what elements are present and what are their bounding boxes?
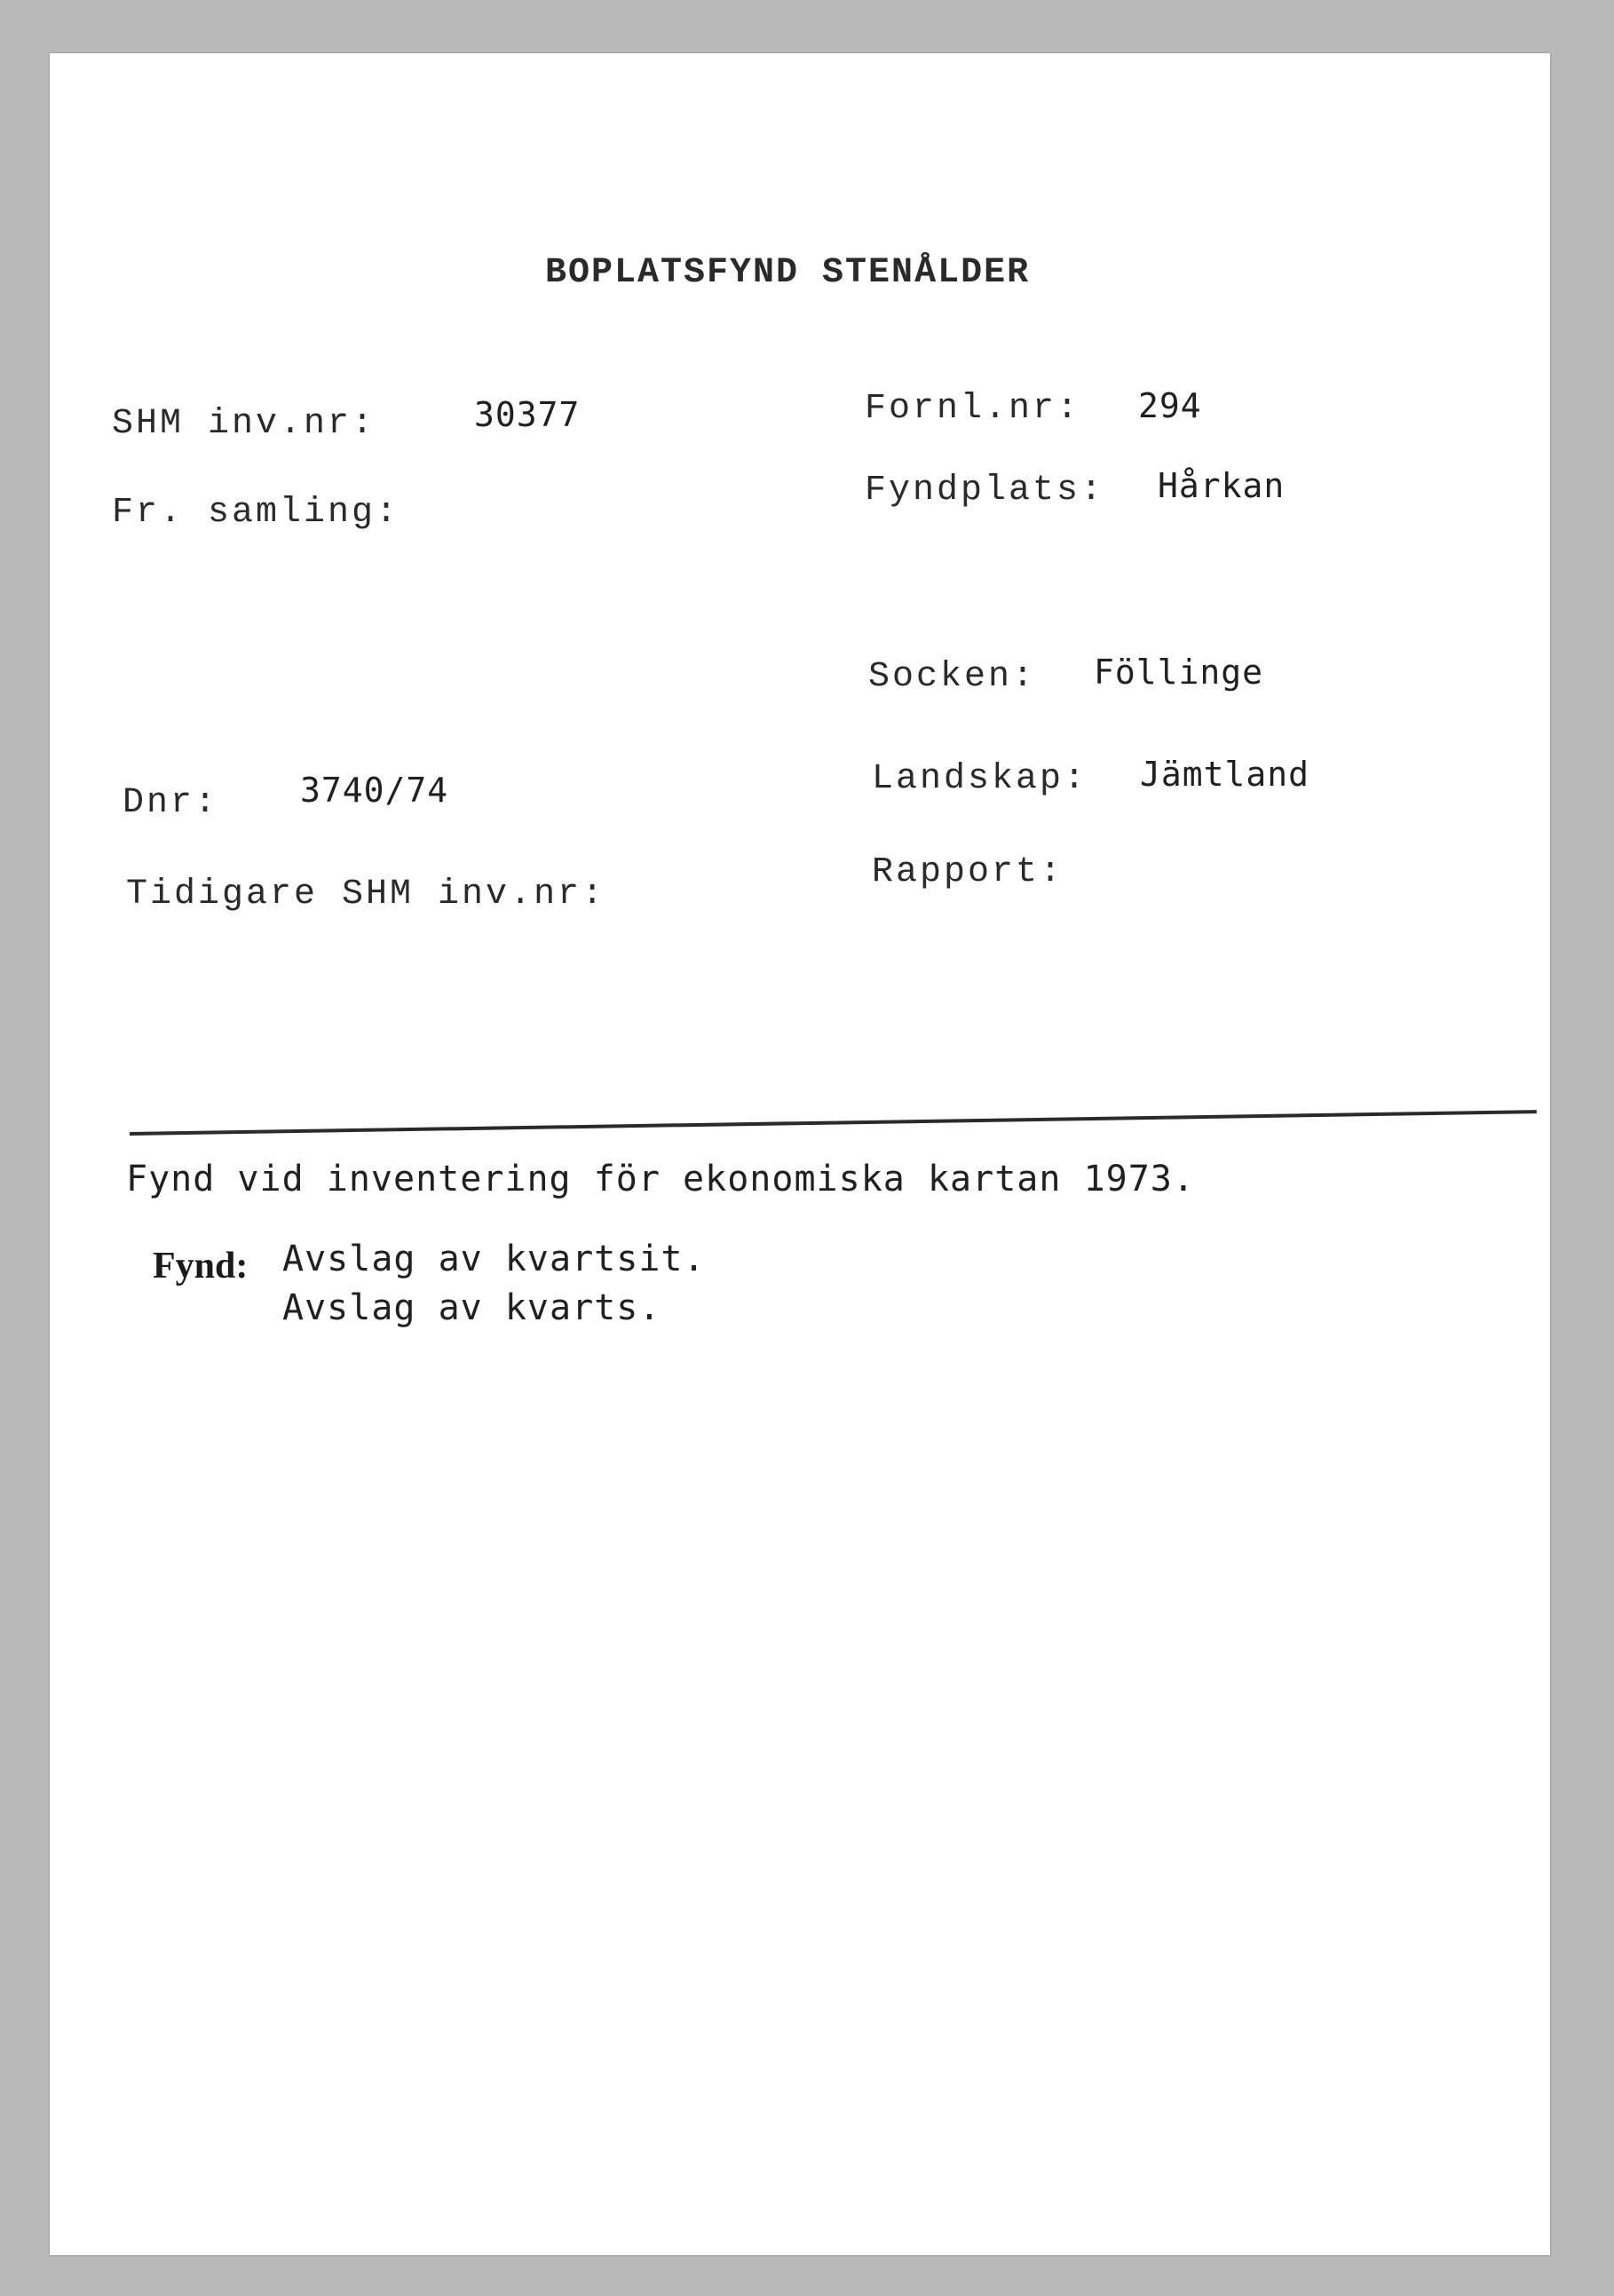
dnr-label: Dnr: bbox=[123, 783, 219, 823]
fyndplats-label: Fyndplats: bbox=[865, 471, 1105, 511]
section-divider bbox=[130, 1110, 1537, 1136]
socken-label: Socken: bbox=[868, 657, 1037, 697]
shm-inv-value: 30377 bbox=[474, 395, 581, 434]
dnr-value: 3740/74 bbox=[300, 771, 449, 810]
socken-value: Föllinge bbox=[1094, 653, 1264, 692]
fyndplats-value: Hårkan bbox=[1158, 466, 1286, 505]
find-description: Fynd vid inventering för ekonomiska kartan 1973. bbox=[126, 1159, 1195, 1199]
shm-inv-label: SHM inv.nr: bbox=[112, 404, 376, 444]
fornl-value: 294 bbox=[1138, 386, 1202, 425]
landskap-label: Landskap: bbox=[872, 759, 1088, 799]
fynd-item: Avslag av kvarts. bbox=[282, 1287, 661, 1328]
fr-samling-label: Fr. samling: bbox=[112, 493, 400, 533]
card-title: BOPLATSFYND STENÅLDER bbox=[545, 253, 1031, 293]
landskap-value: Jämtland bbox=[1140, 755, 1310, 794]
catalog-card bbox=[50, 53, 1550, 2255]
tidigare-shm-label: Tidigare SHM inv.nr: bbox=[126, 875, 606, 914]
fornl-label: Fornl.nr: bbox=[865, 389, 1081, 429]
fynd-label: Fynd: bbox=[153, 1246, 249, 1287]
fynd-item: Avslag av kvartsit. bbox=[282, 1239, 706, 1279]
rapport-label: Rapport: bbox=[872, 852, 1064, 892]
